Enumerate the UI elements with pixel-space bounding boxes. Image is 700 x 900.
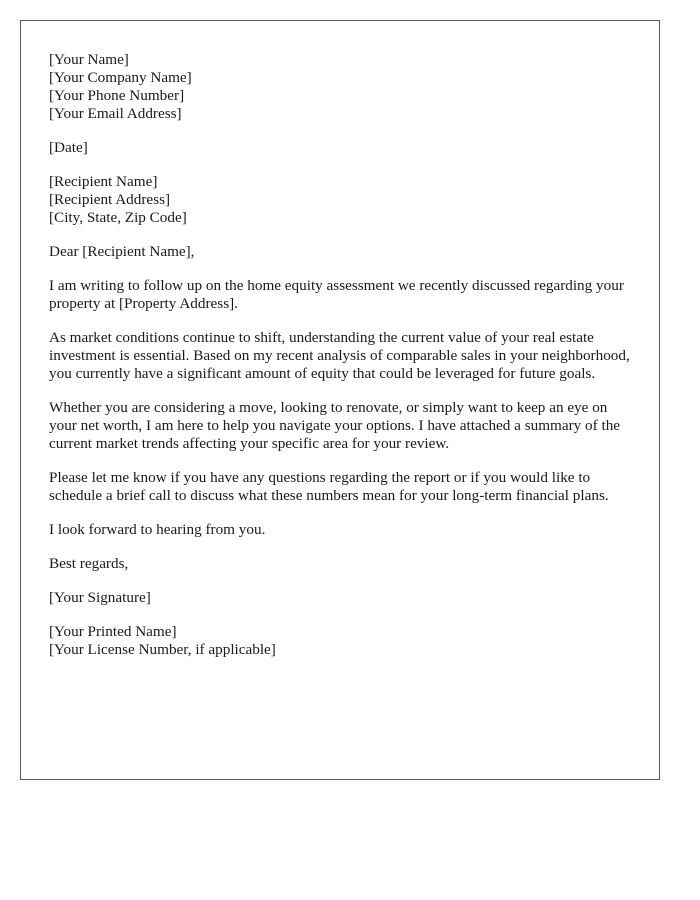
- body-paragraph-2: As market conditions continue to shift, understanding the current value of your real estate investment is essential. Based on my recent analysis of comparable sales in your neighborhood, you currently have a significant amount of equity that could be leveraged for future goals.: [49, 329, 630, 382]
- recipient-address: [Recipient Address]: [49, 191, 171, 208]
- sender-block: [49, 51, 631, 123]
- date-block: [49, 139, 631, 157]
- salutation: Dear [Recipient Name],: [49, 243, 195, 260]
- signoff-block: [49, 623, 631, 659]
- printed-name: [Your Printed Name]: [49, 623, 177, 640]
- body-paragraph-3: Whether you are considering a move, looking to renovate, or simply want to keep an eye on your net worth, I am here to help you navigate your options. I have attached a summary of the current market trends affecting your specific area for your review.: [49, 399, 621, 452]
- letter-date: [Date]: [49, 139, 88, 156]
- body-paragraph-5: I look forward to hearing from you.: [49, 521, 266, 538]
- sender-phone: [Your Phone Number]: [49, 87, 185, 104]
- recipient-name: [Recipient Name]: [49, 173, 158, 190]
- body-paragraph-4: Please let me know if you have any questions regarding the report or if you would like to schedule a brief call to discuss what these numbers mean for your long-term financial plans.: [49, 469, 609, 504]
- signature: [Your Signature]: [49, 589, 151, 606]
- sender-name: [Your Name]: [49, 51, 129, 68]
- recipient-block: [49, 173, 631, 227]
- letter-page: [20, 20, 660, 780]
- recipient-city-state-zip: [City, State, Zip Code]: [49, 209, 187, 226]
- body-paragraph-1: I am writing to follow up on the home equity assessment we recently discussed regarding your property at [Property Address].: [49, 277, 624, 312]
- sender-email: [Your Email Address]: [49, 105, 182, 122]
- closing: Best regards,: [49, 555, 129, 572]
- sender-company: [Your Company Name]: [49, 69, 192, 86]
- license-number: [Your License Number, if applicable]: [49, 641, 276, 658]
